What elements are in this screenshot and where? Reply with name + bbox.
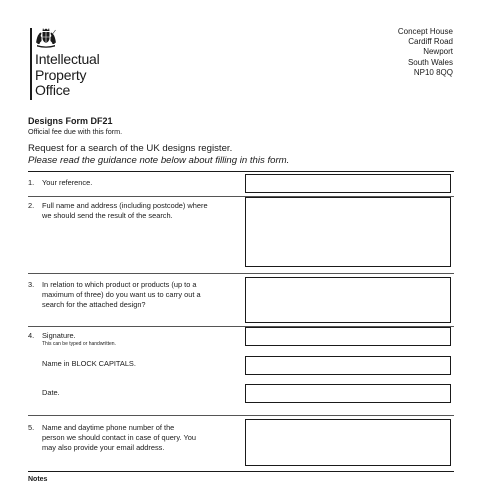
org-name-line: Office <box>35 82 71 98</box>
question-line: may also provide your email address. <box>42 443 165 452</box>
guidance-text: Please read the guidance note below about filling in this form. <box>28 155 290 166</box>
fee-note: Official fee due with this form. <box>28 127 123 136</box>
address-line: Newport <box>423 47 453 57</box>
address-line: South Wales <box>407 57 453 67</box>
logo-divider <box>30 28 32 100</box>
name-address-field[interactable] <box>245 197 451 267</box>
question-line: Your reference. <box>42 178 93 187</box>
contact-field[interactable] <box>245 419 451 466</box>
question-number: 4. <box>28 331 35 340</box>
address-line: Cardiff Road <box>408 37 453 47</box>
question-4-text <box>42 331 76 341</box>
question-number: 2. <box>28 201 35 210</box>
reference-field[interactable] <box>245 174 451 193</box>
section-divider <box>28 171 454 172</box>
organisation-name <box>35 52 100 99</box>
form-title: Designs Form DF21 <box>28 116 113 126</box>
question-1-text <box>42 178 92 188</box>
date-label: Date. <box>42 388 60 397</box>
address-line: Concept House <box>397 27 453 36</box>
question-line: search for the attached design? <box>42 300 146 309</box>
org-name-line: Property <box>35 66 87 83</box>
signature-field[interactable] <box>245 327 451 346</box>
products-field[interactable] <box>245 277 451 323</box>
section-divider <box>28 471 454 472</box>
org-name-line: Intellectual <box>35 51 100 67</box>
section-divider <box>28 273 454 274</box>
question-line: person we should contact in case of query. You <box>42 433 196 442</box>
question-number: 1. <box>28 178 35 187</box>
date-field[interactable] <box>245 384 451 403</box>
question-3-text <box>42 280 201 310</box>
section-divider <box>28 415 454 416</box>
question-line: we should send the result of the search. <box>42 211 173 220</box>
question-line: maximum of three) do you want us to carry out a <box>42 290 201 299</box>
question-2-text <box>42 201 208 221</box>
name-capitals-field[interactable] <box>245 356 451 375</box>
question-line: In relation to which product or products (up to a <box>42 280 197 289</box>
notes-heading: Notes <box>28 476 48 483</box>
question-5-text <box>42 423 196 453</box>
office-address <box>398 27 453 78</box>
question-line: Full name and address (including postcode) where <box>42 201 208 210</box>
name-capitals-label: Name in BLOCK CAPITALS. <box>42 359 136 368</box>
question-line: Name and daytime phone number of the <box>42 423 175 432</box>
question-number: 3. <box>28 280 35 289</box>
address-line: NP10 8QQ <box>413 67 453 77</box>
signature-note: This can be typed or handwritten. <box>42 341 116 347</box>
question-number: 5. <box>28 423 35 432</box>
request-text: Request for a search of the UK designs register. <box>28 143 233 154</box>
question-line: Signature. <box>42 331 76 340</box>
coat-of-arms-icon <box>34 27 58 48</box>
